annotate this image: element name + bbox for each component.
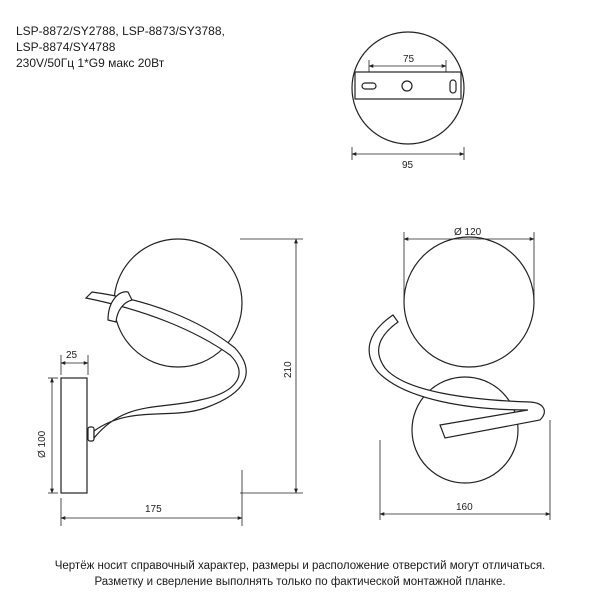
disclaimer-footer xyxy=(0,558,600,590)
dim-height-label: 210 xyxy=(283,361,294,378)
dim-width-label: 160 xyxy=(456,502,473,513)
dim-canopy-diameter-label: 95 xyxy=(402,160,414,171)
front-view-lamp xyxy=(369,237,544,483)
canopy-circle xyxy=(352,32,464,144)
disclaimer-line-2: Разметку и сверление выполнять только по фактической монтажной планке. xyxy=(94,576,506,588)
model-numbers-line-1: LSP-8872/SY2788, LSP-8873/SY3788, xyxy=(16,24,225,38)
model-numbers-line-2: LSP-8874/SY4788 xyxy=(16,40,116,54)
mounting-bracket xyxy=(355,72,461,99)
bracket-center-hole xyxy=(402,81,412,91)
canopy-top-view xyxy=(352,32,464,144)
dimension-canopy-diameter xyxy=(352,147,464,160)
dim-base-diameter-label: Ø 100 xyxy=(37,430,48,458)
dimension-projection xyxy=(61,470,242,526)
base-cap xyxy=(88,427,94,441)
power-spec: 230V/50Гц 1*G9 макс 20Вт xyxy=(16,56,165,70)
bracket-slot-left xyxy=(362,83,376,89)
side-view-lamp xyxy=(61,239,246,493)
wall-base xyxy=(61,378,87,493)
bracket-slot-right xyxy=(450,80,456,93)
dim-globe-diameter-label: Ø 120 xyxy=(454,227,482,238)
dim-base-depth-label: 25 xyxy=(66,350,78,361)
front-globe-upper xyxy=(404,237,534,367)
dim-projection-label: 175 xyxy=(145,504,162,515)
dimension-base-diameter xyxy=(48,378,58,493)
disclaimer-line-1: Чертёж носит справочный характер, размеры и расположение отверстий могут отличаться. xyxy=(54,560,546,572)
dim-bracket-width-label: 75 xyxy=(403,54,415,65)
